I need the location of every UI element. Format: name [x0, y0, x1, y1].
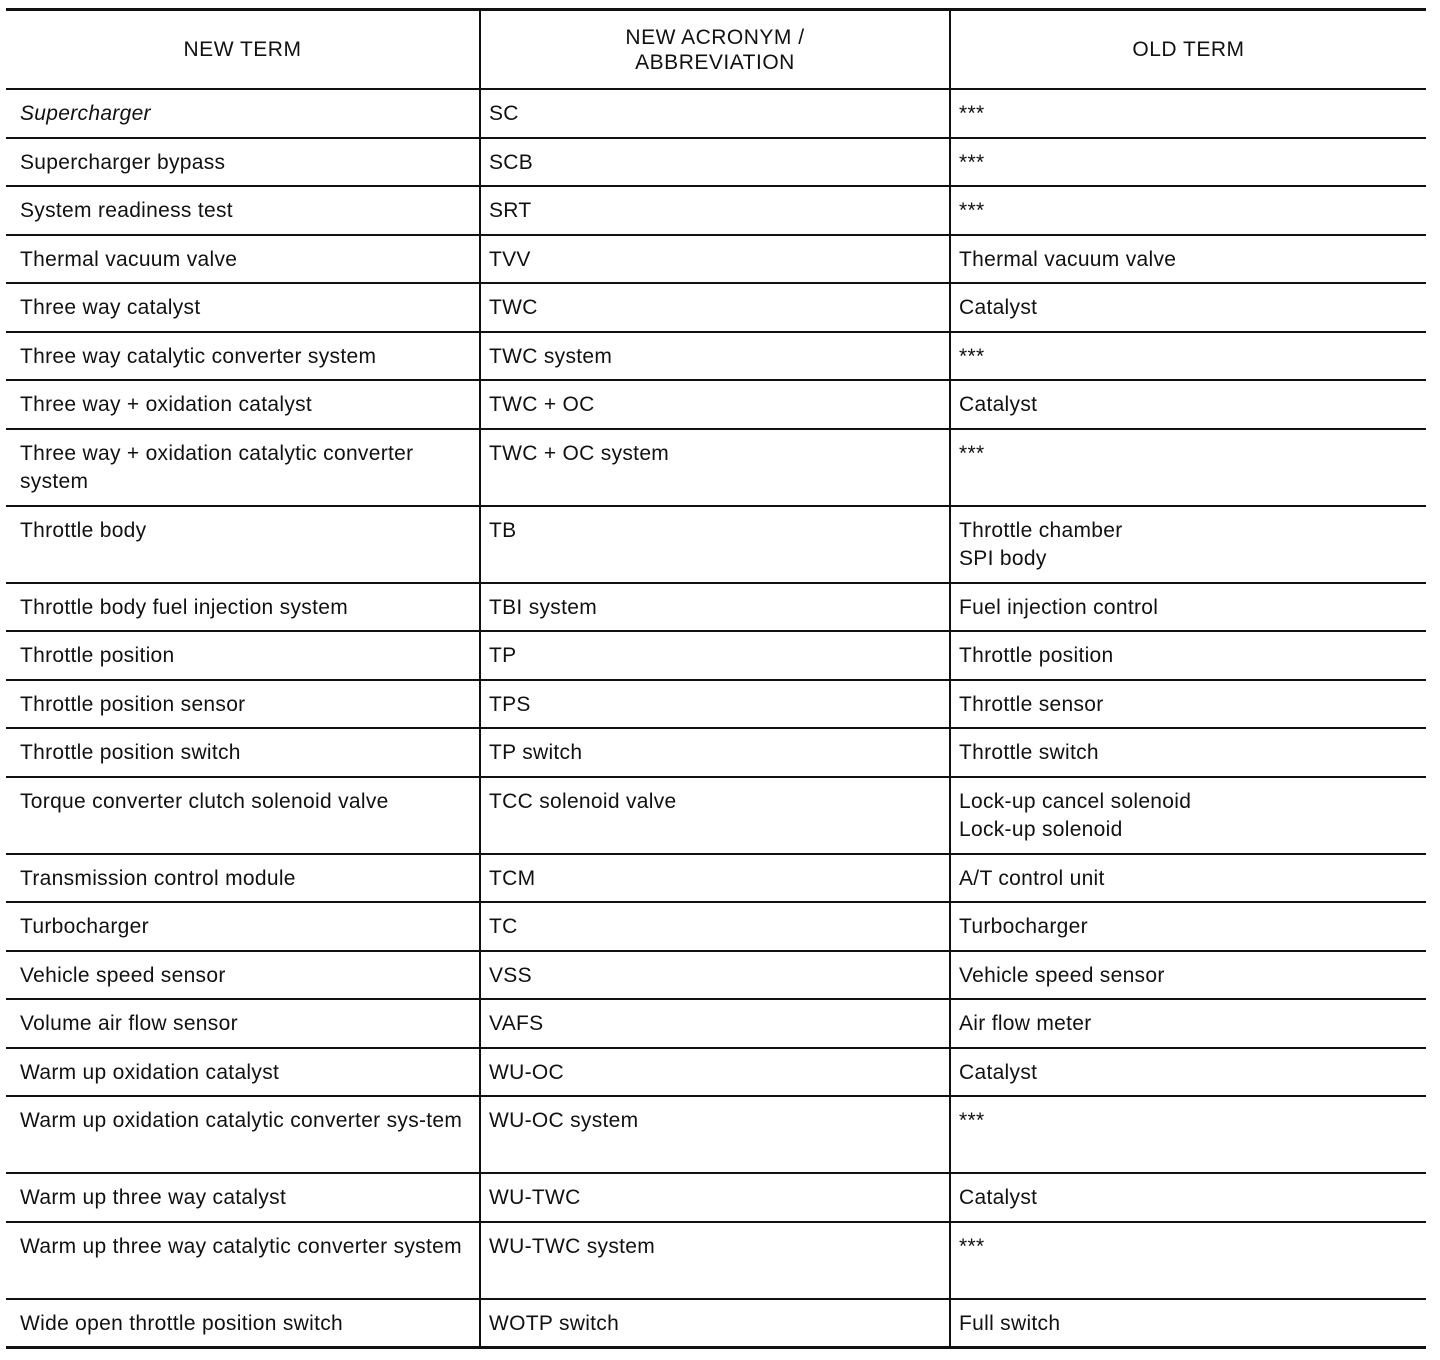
acronym-cell: TP	[480, 631, 950, 680]
table-row	[6, 138, 1426, 187]
new-term-cell: Volume air flow sensor	[6, 999, 480, 1048]
old-term-cell	[950, 583, 1426, 632]
old-term-cell	[950, 999, 1426, 1048]
new-term-cell: Warm up oxidation catalytic converter sys-tem	[6, 1096, 480, 1173]
old-term-line: ***	[959, 1234, 985, 1258]
header-row	[6, 10, 1426, 90]
header-old-term: OLD TERM	[950, 10, 1426, 90]
new-term-cell: Warm up three way catalyst	[6, 1173, 480, 1222]
table-header	[6, 10, 1426, 90]
old-term-line: Thermal vacuum valve	[959, 247, 1177, 271]
table-row	[6, 429, 1426, 506]
new-term-cell: Turbocharger	[6, 902, 480, 951]
acronym-cell: WU-TWC	[480, 1173, 950, 1222]
old-term-cell	[950, 89, 1426, 138]
new-term-cell: Three way + oxidation catalytic converter system	[6, 429, 480, 506]
header-new-acronym	[480, 10, 950, 90]
table-row	[6, 283, 1426, 332]
table-row	[6, 332, 1426, 381]
table-row	[6, 1048, 1426, 1097]
acronym-cell: SRT	[480, 186, 950, 235]
old-term-line: ***	[959, 150, 985, 174]
acronym-cell: TWC + OC system	[480, 429, 950, 506]
table-row	[6, 631, 1426, 680]
old-term-line: Catalyst	[959, 393, 1038, 416]
table-row	[6, 506, 1426, 583]
acronym-cell: VAFS	[480, 999, 950, 1048]
new-term-cell: Supercharger	[6, 89, 480, 138]
old-term-line: Air flow meter	[959, 1012, 1092, 1035]
table-row	[6, 728, 1426, 777]
old-term-cell	[950, 506, 1426, 583]
acronym-cell: TC	[480, 902, 950, 951]
old-term-line: Catalyst	[959, 1186, 1038, 1209]
old-term-line: Catalyst	[959, 296, 1038, 319]
old-term-cell	[950, 186, 1426, 235]
new-term-cell: Throttle position	[6, 631, 480, 680]
old-term-cell	[950, 138, 1426, 187]
new-term-cell: Wide open throttle position switch	[20, 1311, 344, 1335]
acronym-cell: WU-TWC system	[480, 1222, 950, 1299]
new-term-cell: Throttle body	[6, 506, 480, 583]
acronym-cell: SC	[480, 89, 950, 138]
table-row	[6, 583, 1426, 632]
new-term-cell: Throttle body fuel injection system	[6, 583, 480, 632]
table-row	[6, 902, 1426, 951]
table-body	[6, 89, 1426, 1347]
old-term-cell	[950, 1299, 1426, 1348]
acronym-cell: TVV	[480, 235, 950, 284]
old-term-line: Throttle position	[959, 644, 1114, 667]
old-term-cell	[950, 332, 1426, 381]
table-row	[6, 89, 1426, 138]
old-term-line: A/T control unit	[959, 866, 1105, 890]
old-term-cell	[950, 631, 1426, 680]
acronym-cell: WOTP switch	[480, 1299, 950, 1348]
table-row	[6, 951, 1426, 1000]
header-acronym-line1: NEW ACRONYM /	[625, 25, 805, 49]
old-term-line: ***	[959, 1109, 985, 1132]
acronym-cell: TP switch	[480, 728, 950, 777]
acronym-cell: WU-OC	[480, 1048, 950, 1097]
old-term-cell	[950, 235, 1426, 284]
new-term-cell: Torque converter clutch solenoid valve	[6, 777, 480, 854]
acronym-cell: TWC	[480, 283, 950, 332]
new-term-cell: System readiness test	[6, 186, 480, 235]
table-row	[6, 680, 1426, 729]
acronym-cell: TBI system	[480, 583, 950, 632]
acronym-cell: TWC system	[480, 332, 950, 381]
acronym-cell: WU-OC system	[480, 1096, 950, 1173]
table-row	[6, 1299, 1426, 1348]
old-term-cell	[950, 380, 1426, 429]
old-term-line: Lock-up cancel solenoid	[959, 789, 1192, 813]
old-term-cell	[950, 951, 1426, 1000]
new-term-cell: Warm up oxidation catalyst	[6, 1048, 480, 1097]
old-term-line: Throttle chamber	[959, 518, 1123, 542]
new-term-cell: Transmission control module	[6, 854, 480, 903]
old-term-line: Throttle switch	[959, 741, 1099, 764]
old-term-line: Vehicle speed sensor	[959, 963, 1165, 987]
table-row	[6, 186, 1426, 235]
new-term-cell: Three way + oxidation catalyst	[6, 380, 480, 429]
glossary-sheet	[6, 8, 1426, 1349]
acronym-cell: VSS	[480, 951, 950, 1000]
new-term-cell: Supercharger bypass	[6, 138, 480, 187]
old-term-cell	[950, 777, 1426, 854]
table-row	[6, 854, 1426, 903]
table-row	[6, 999, 1426, 1048]
old-term-line: ***	[959, 199, 985, 222]
acronym-cell: TWC + OC	[480, 380, 950, 429]
old-term-line: ***	[959, 344, 985, 368]
new-term-cell: Three way catalyst	[6, 283, 480, 332]
old-term-line: Catalyst	[959, 1060, 1038, 1084]
acronym-cell: TB	[480, 506, 950, 583]
table-row	[6, 235, 1426, 284]
old-term-cell	[950, 429, 1426, 506]
old-term-line: Fuel injection control	[959, 595, 1159, 619]
old-term-line: Turbocharger	[959, 915, 1088, 938]
old-term-cell	[950, 1048, 1426, 1097]
old-term-cell	[950, 854, 1426, 903]
header-new-term: NEW TERM	[6, 10, 480, 90]
acronym-cell: SCB	[480, 138, 950, 187]
old-term-line: ***	[959, 441, 985, 465]
old-term-cell	[950, 283, 1426, 332]
old-term-cell	[950, 902, 1426, 951]
table-row	[6, 777, 1426, 854]
old-term-cell	[950, 680, 1426, 729]
new-term-cell: Throttle position switch	[6, 728, 480, 777]
header-acronym-line2: ABBREVIATION	[635, 50, 795, 74]
new-term-cell: Throttle position sensor	[6, 680, 480, 729]
old-term-cell	[950, 1222, 1426, 1299]
table-row	[6, 380, 1426, 429]
new-term-cell: Warm up three way catalytic converter system	[6, 1222, 480, 1299]
table-row	[6, 1222, 1426, 1299]
old-term-cell	[950, 1173, 1426, 1222]
table-row	[6, 1096, 1426, 1173]
old-term-line: Throttle sensor	[959, 692, 1104, 716]
old-term-cell	[950, 728, 1426, 777]
old-term-line: Full switch	[959, 1311, 1061, 1335]
acronym-glossary-table	[6, 8, 1426, 1349]
old-term-line: SPI body	[959, 546, 1047, 570]
new-term-cell: Vehicle speed sensor	[6, 951, 480, 1000]
acronym-cell: TCC solenoid valve	[480, 777, 950, 854]
new-term-cell: Three way catalytic converter system	[6, 332, 480, 381]
old-term-line: ***	[959, 102, 985, 125]
old-term-cell	[950, 1096, 1426, 1173]
old-term-line: Lock-up solenoid	[959, 817, 1123, 841]
new-term-cell: Thermal vacuum valve	[6, 235, 480, 284]
acronym-cell: TPS	[480, 680, 950, 729]
acronym-cell: TCM	[480, 854, 950, 903]
table-row	[6, 1173, 1426, 1222]
